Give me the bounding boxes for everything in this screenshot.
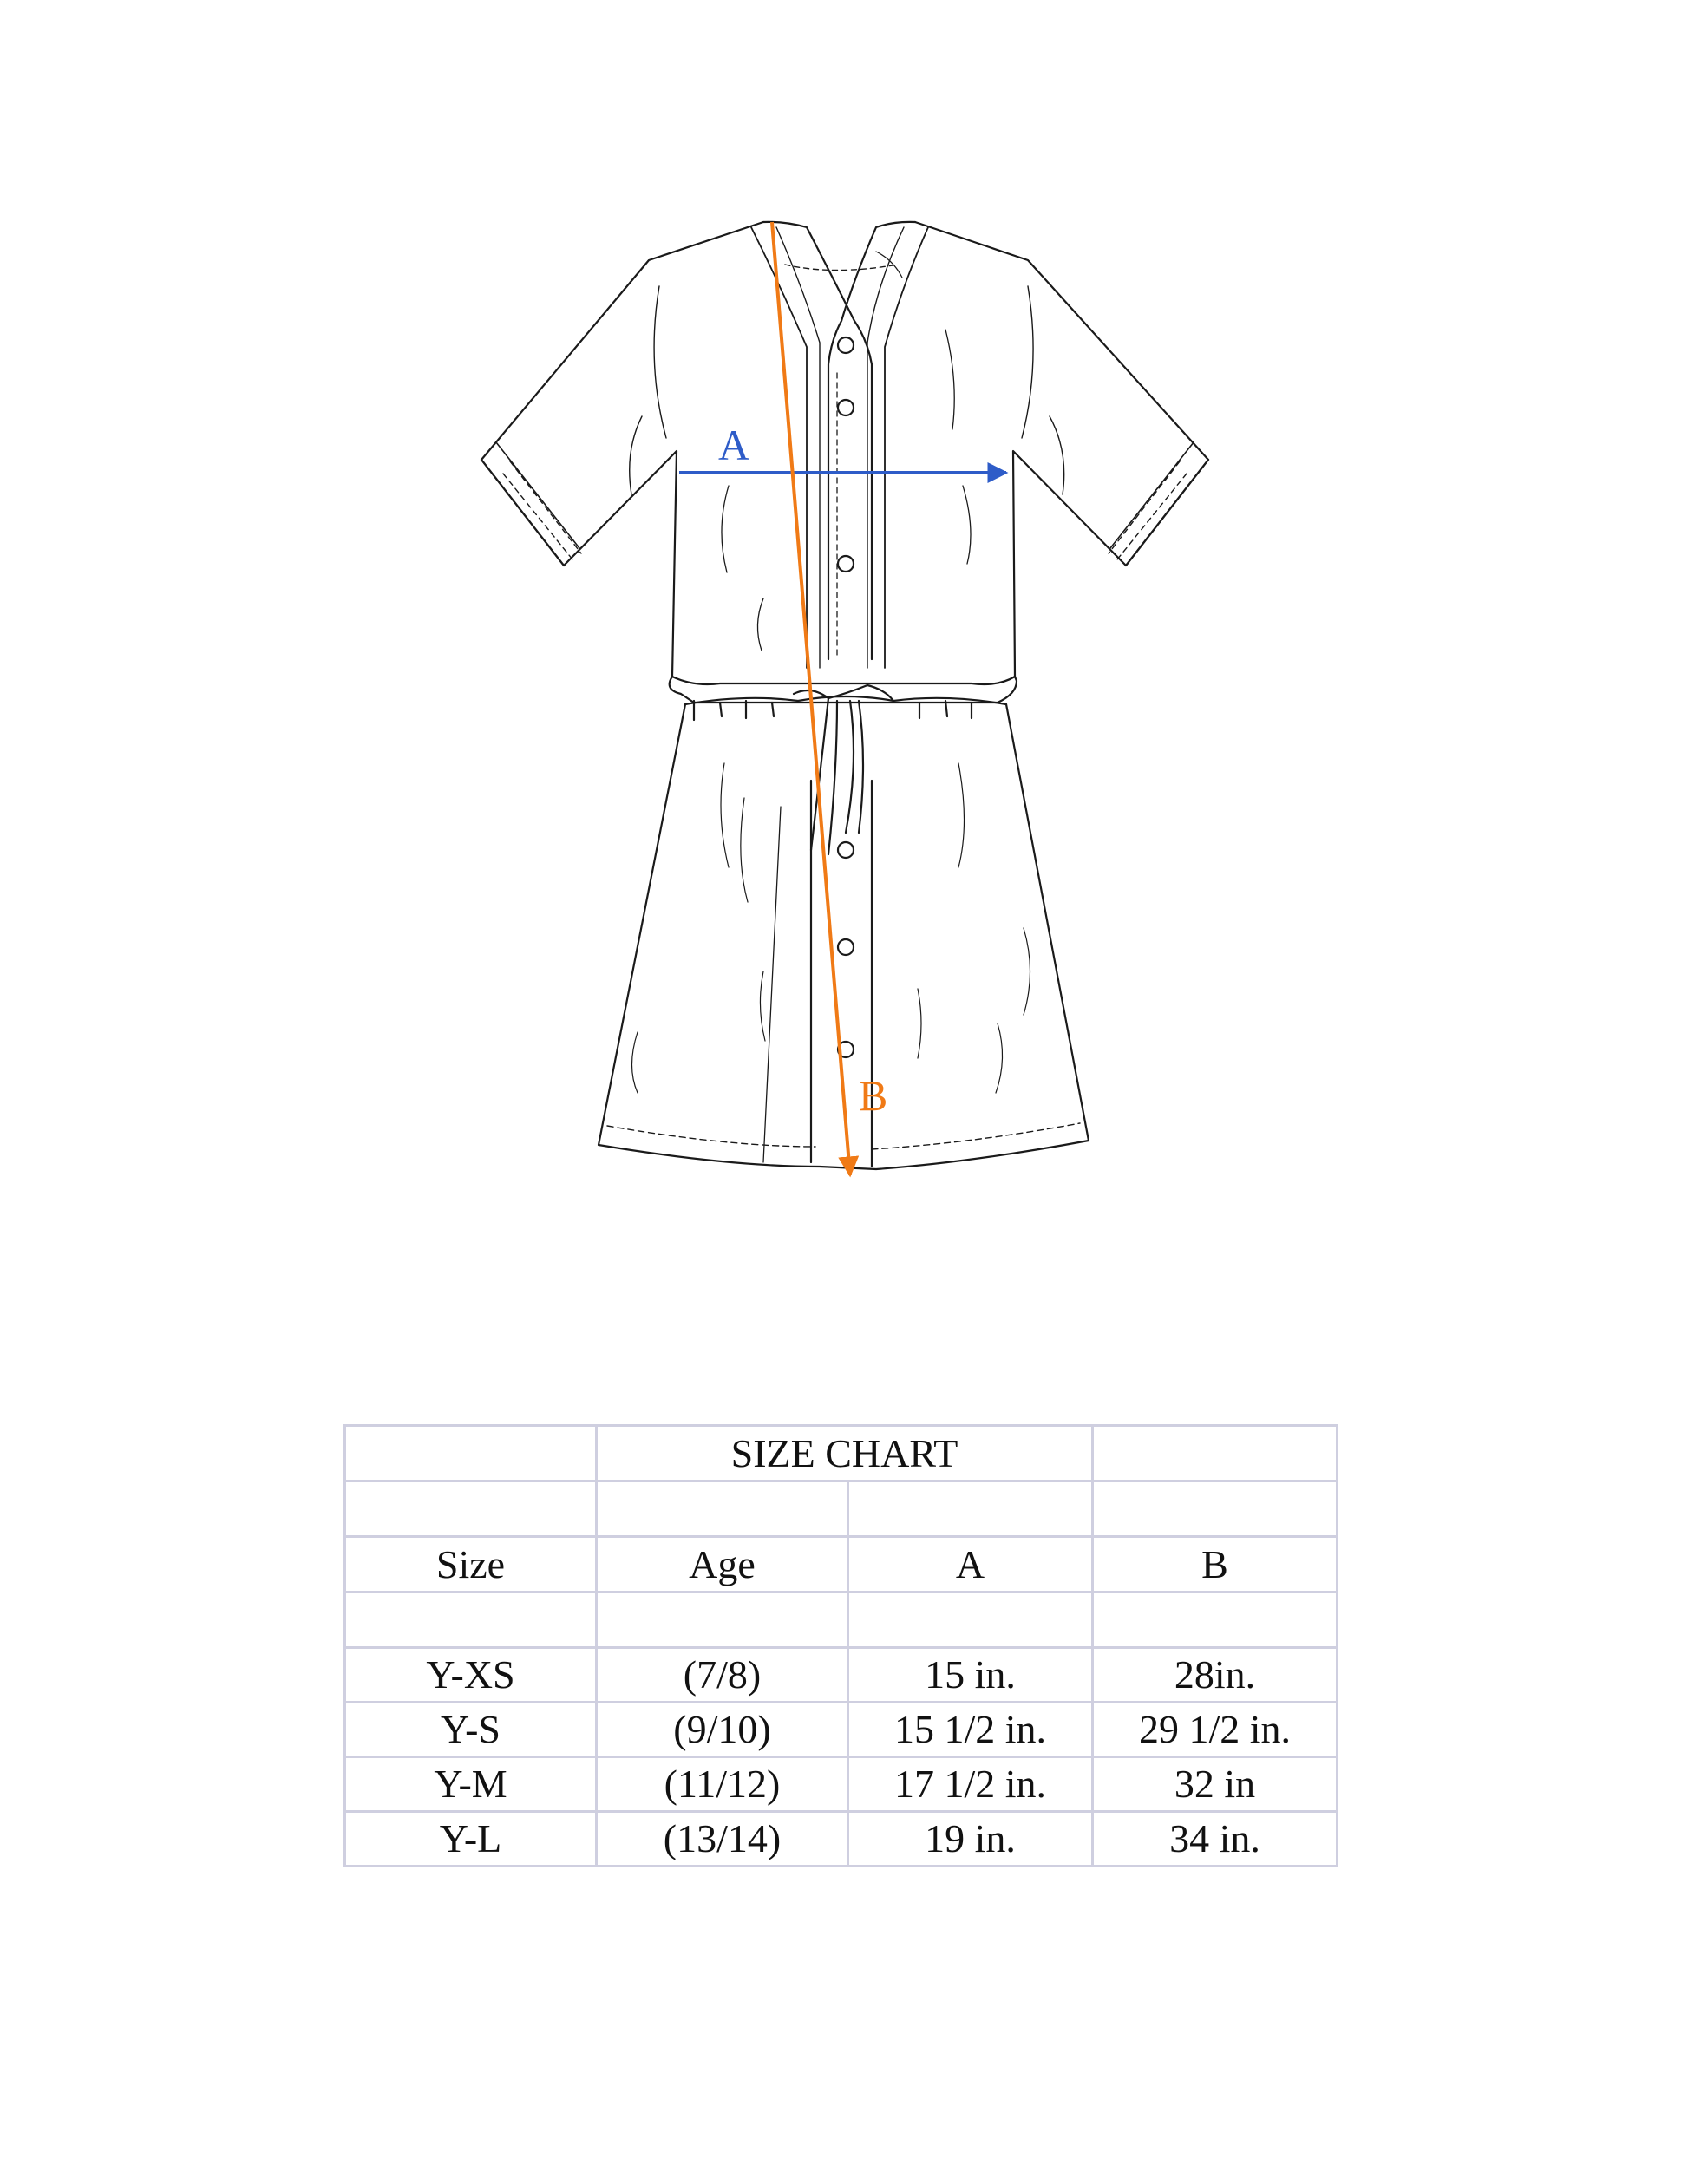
cell-b: 28in. xyxy=(1093,1648,1338,1703)
header-age: Age xyxy=(597,1537,848,1592)
cell-a: 17 1/2 in. xyxy=(848,1757,1093,1812)
cell-b: 32 in xyxy=(1093,1757,1338,1812)
table-cell xyxy=(848,1481,1093,1537)
table-cell xyxy=(1093,1592,1338,1648)
table-title: SIZE CHART xyxy=(597,1426,1093,1481)
cell-size: Y-L xyxy=(345,1812,597,1867)
table-cell xyxy=(848,1592,1093,1648)
table-cell xyxy=(345,1426,597,1481)
table-row xyxy=(345,1757,1338,1812)
table-cell xyxy=(597,1592,848,1648)
spacer-row xyxy=(345,1481,1338,1537)
cell-a: 15 1/2 in. xyxy=(848,1703,1093,1757)
cell-age: (11/12) xyxy=(597,1757,848,1812)
cell-b: 29 1/2 in. xyxy=(1093,1703,1338,1757)
title-row xyxy=(345,1426,1338,1481)
cell-a: 19 in. xyxy=(848,1812,1093,1867)
cell-age: (13/14) xyxy=(597,1812,848,1867)
table-cell xyxy=(1093,1426,1338,1481)
table-row xyxy=(345,1703,1338,1757)
cell-age: (7/8) xyxy=(597,1648,848,1703)
cell-size: Y-M xyxy=(345,1757,597,1812)
table-row xyxy=(345,1812,1338,1867)
cell-b: 34 in. xyxy=(1093,1812,1338,1867)
cell-size: Y-XS xyxy=(345,1648,597,1703)
table-cell xyxy=(597,1481,848,1537)
header-row xyxy=(345,1537,1338,1592)
table-cell xyxy=(345,1592,597,1648)
header-size: Size xyxy=(345,1537,597,1592)
cell-a: 15 in. xyxy=(848,1648,1093,1703)
header-a: A xyxy=(848,1537,1093,1592)
spacer-row xyxy=(345,1592,1338,1648)
table-cell xyxy=(345,1481,597,1537)
size-chart-table xyxy=(343,1424,1338,1867)
table-cell xyxy=(1093,1481,1338,1537)
header-b: B xyxy=(1093,1537,1338,1592)
measurement-a-label: A xyxy=(718,421,750,469)
cell-size: Y-S xyxy=(345,1703,597,1757)
cell-age: (9/10) xyxy=(597,1703,848,1757)
measurement-b-label: B xyxy=(859,1071,888,1120)
table-row xyxy=(345,1648,1338,1703)
right-sleeve xyxy=(915,222,1208,677)
